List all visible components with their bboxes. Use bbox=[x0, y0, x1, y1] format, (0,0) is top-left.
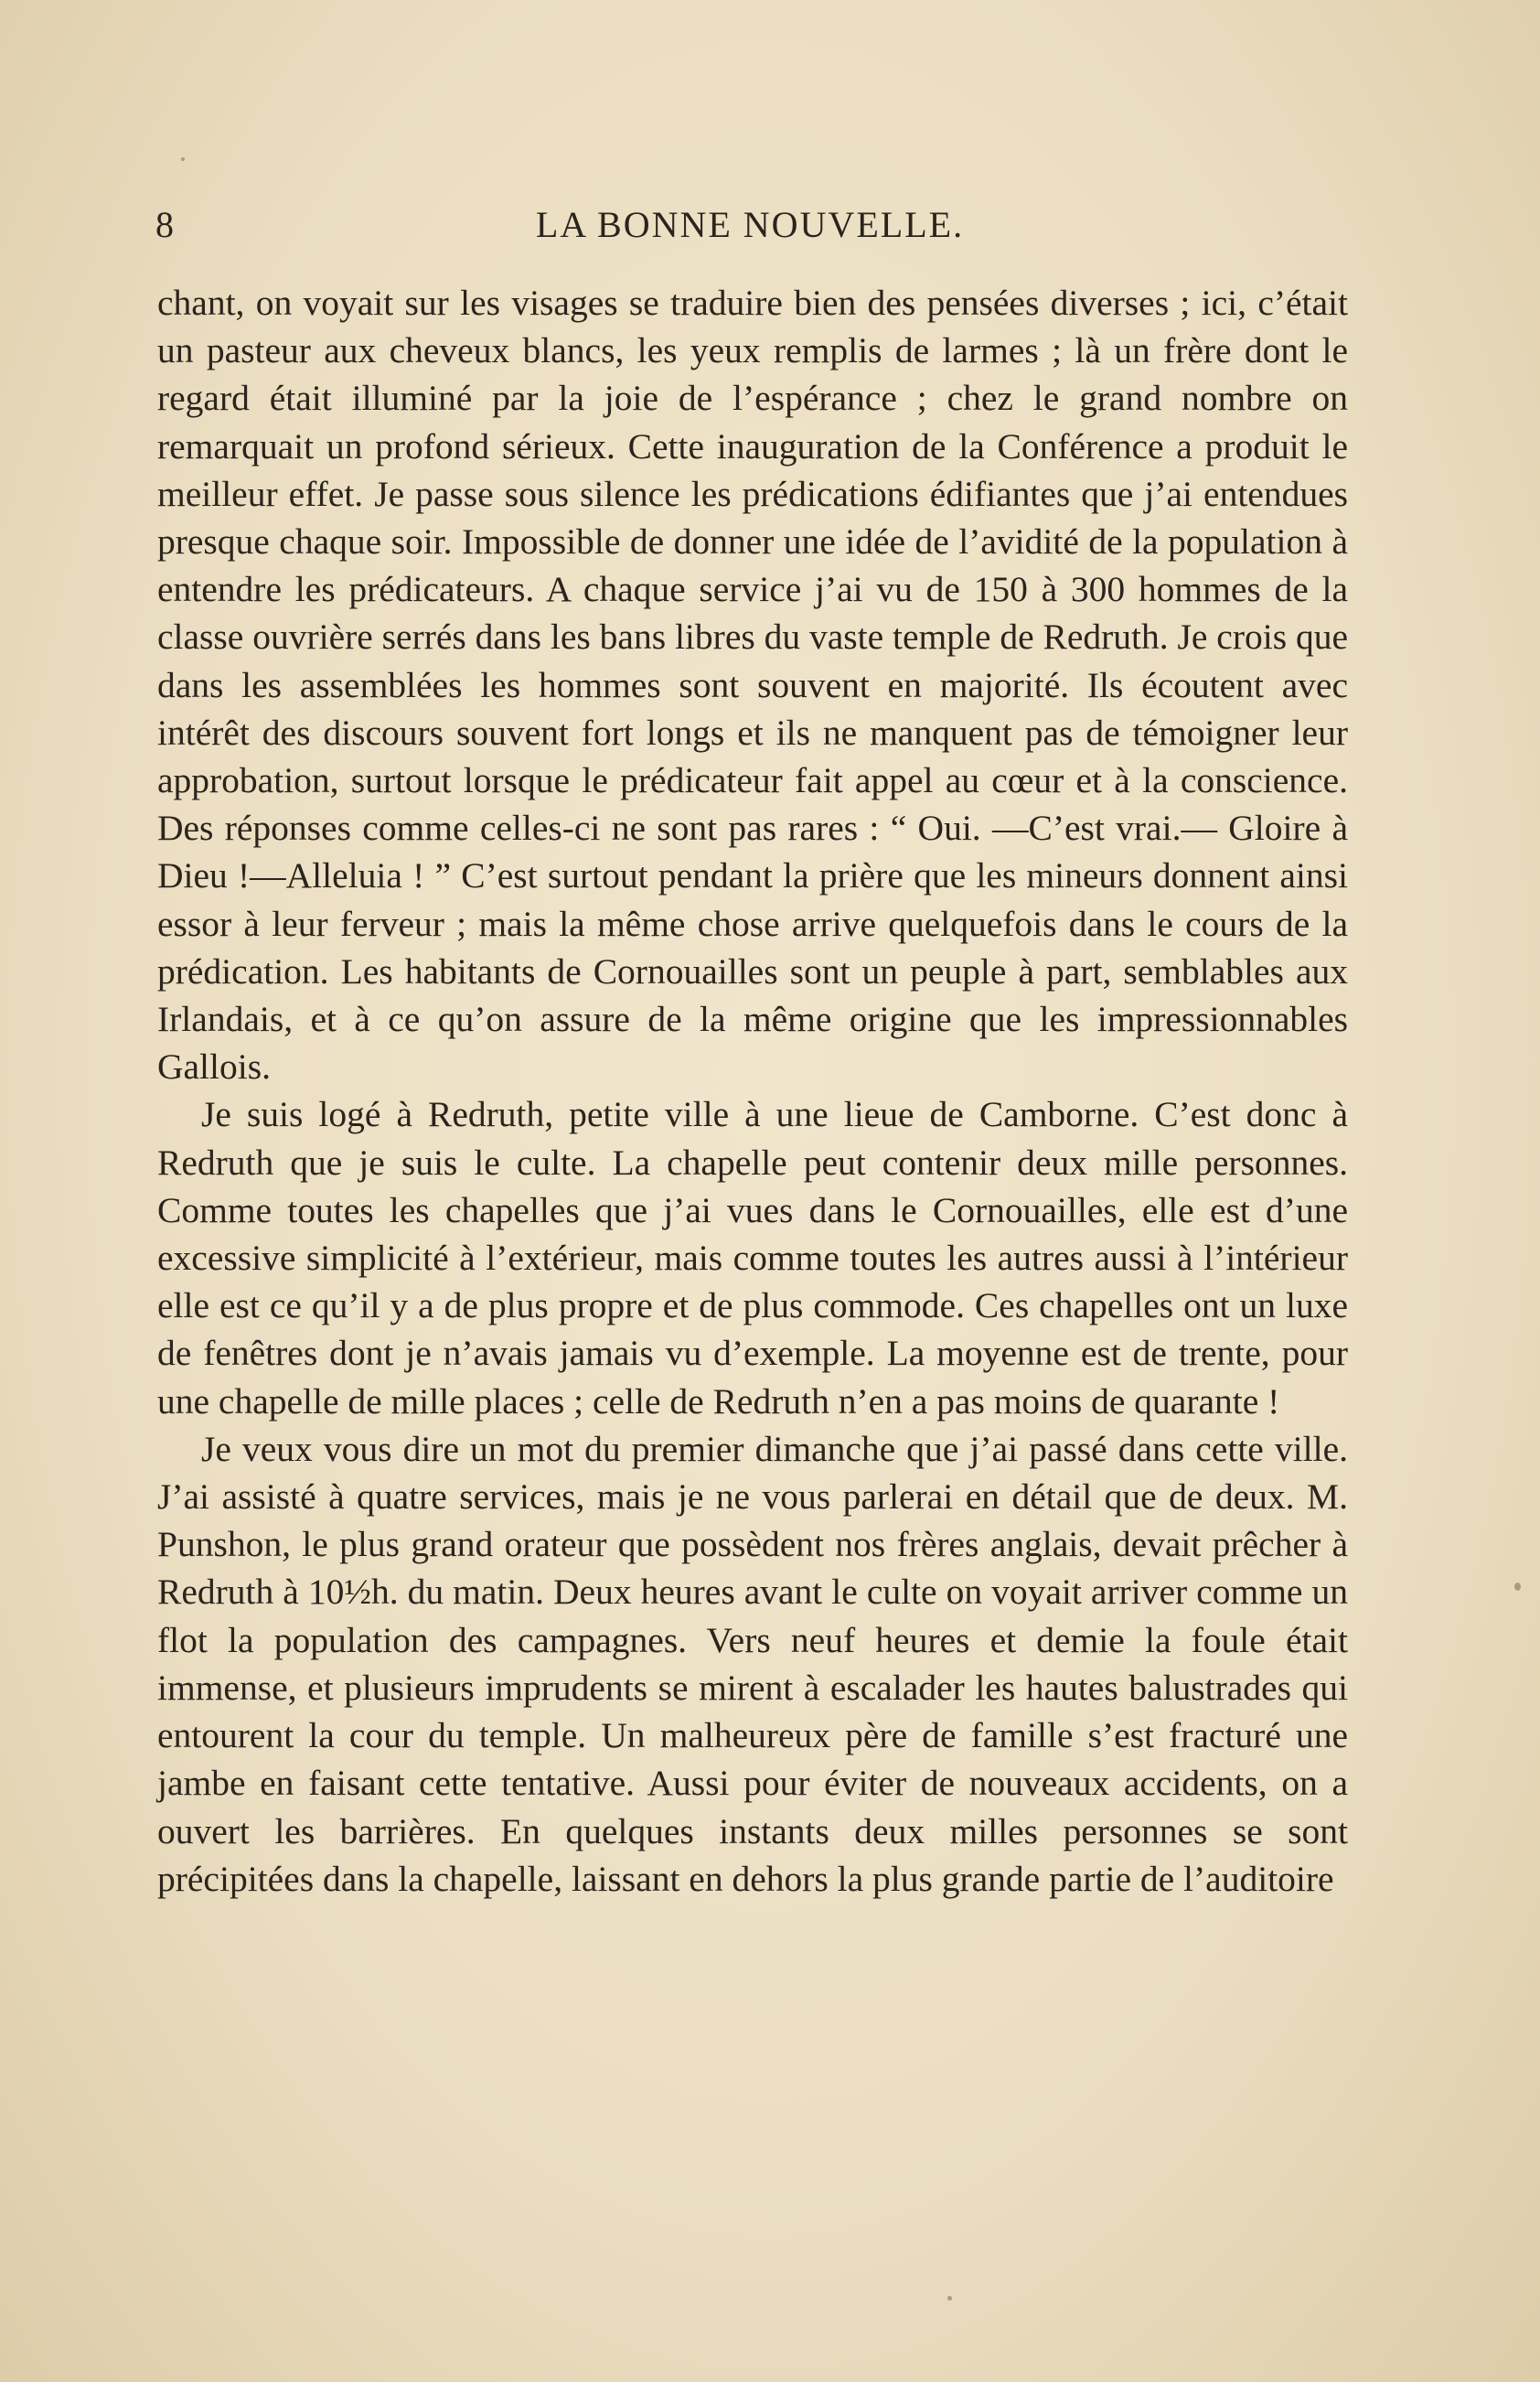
running-title: LA BONNE NOUVELLE. bbox=[535, 204, 965, 245]
ink-speck bbox=[947, 2296, 952, 2301]
paragraph-3: Je veux vous dire un mot du premier dimanche que j’ai passé dans cette ville. J’ai assisté à quatre services, mais je ne vous parlerai en détail que de deux. M. Punshon, le plus grand orateur que possèdent nos frères anglais, devait prêcher à Redruth à 10½h. du matin. Deux heures avant le culte on voyait arriver comme un flot la population des campagnes. Vers neuf heures et demie la foule était immense, et plusieurs imprudents se mirent à escalader les hautes balustrades qui entourent la cour du temple. Un malheureux père de famille s’est fracturé une jambe en faisant cette tentative. Aussi pour éviter de nouveaux accidents, on a ouvert les barrières. En quelques instants deux milles personnes se sont précipitées dans la chapelle, laissant en dehors la plus grande partie de l’auditoire bbox=[157, 1428, 1348, 1899]
ink-speck bbox=[181, 157, 185, 161]
running-head bbox=[155, 203, 1344, 258]
paragraph-2: Je suis logé à Redruth, petite ville à une lieue de Camborne. C’est donc à Redruth que je suis le culte. La chapelle peut contenir deux mille personnes. Comme toutes les chapelles que j’ai vues dans le Cornouailles, elle est d’une excessive simplicité à l’extérieur, mais comme toutes les autres aussi à l’intérieur elle est ce qu’il y a de plus propre et de plus commode. Ces chapelles ont un luxe de fenêtres dont je n’avais jamais vu d’exemple. La moyenne est de trente, pour une chapelle de mille places ; celle de Redruth n’en a pas moins de quarante ! bbox=[157, 1094, 1348, 1422]
paragraph-1: chant, on voyait sur les visages se traduire bien des pensées diverses ; ici, c’était un pasteur aux cheveux blancs, les yeux remplis de larmes ; là un frère dont le regard était illuminé par la joie de l’espérance ; chez le grand nombre on remarquait un profond sérieux. Cette inauguration de la Conférence a produit le meilleur effet. Je passe sous silence les prédications édifiantes que j’ai entendues presque chaque soir. Impossible de donner une idée de l’avidité de la population à entendre les prédicateurs. A chaque service j’ai vu de 150 à 300 hommes de la classe ouvrière serrés dans les bans libres du vaste temple de Redruth. Je crois que dans les assemblées les hommes sont souvent en majorité. Ils écoutent avec intérêt des discours souvent fort longs et ils ne manquent pas de témoigner leur approbation, surtout lorsque le prédicateur fait appel au cœur et à la conscience. Des réponses comme celles-ci ne sont pas rares : “ Oui. —C’est vrai.— Gloire à Dieu !—Alleluia ! ” C’est surtout pendant la prière que les mineurs donnent ainsi essor à leur ferveur ; mais la même chose arrive quelquefois dans le cours de la prédication. Les habitants de Cornouailles sont un peuple à part, semblables aux Irlandais, et à ce qu’on assure de la même origine que les impressionnables Gallois. bbox=[157, 283, 1348, 1088]
body-text bbox=[157, 279, 1348, 1903]
ink-speck bbox=[1514, 1583, 1521, 1591]
page-number: 8 bbox=[155, 204, 175, 245]
